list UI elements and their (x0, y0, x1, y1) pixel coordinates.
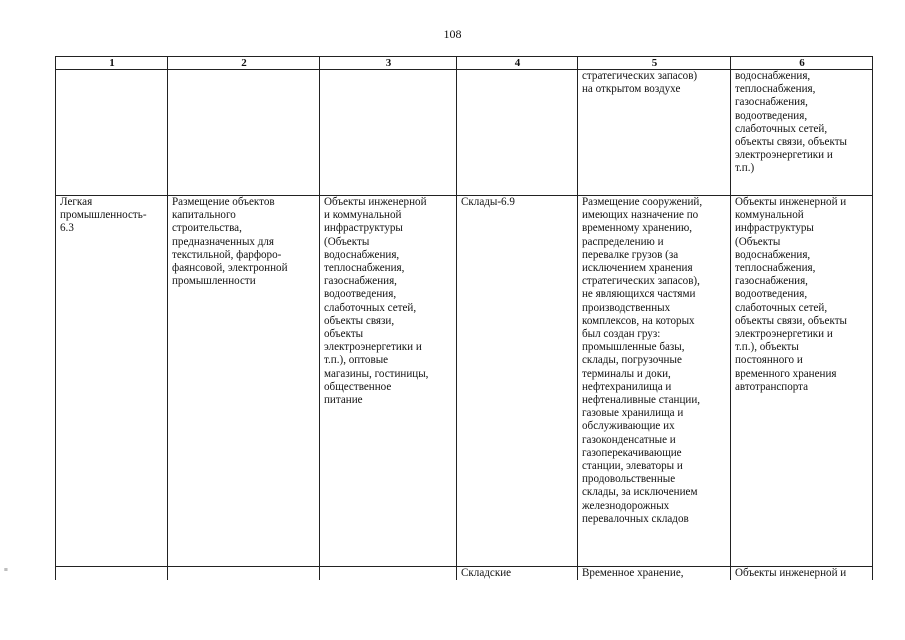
column-header: 3 (320, 57, 457, 70)
table-cell (56, 567, 168, 581)
table-cell (457, 70, 578, 196)
table-cell: Временное хранение, (578, 567, 731, 581)
table-cell: Легкая промышленность- 6.3 (56, 196, 168, 567)
page-number: 108 (443, 27, 462, 41)
table-cell (168, 70, 320, 196)
table-row (56, 196, 873, 567)
table-cell: Размещение сооружений, имеющих назначение по временному хранению, распределению и перевалке грузов (за исключением хранения стратегических запасов), не являющихся частями производственных комплексов, на которых был создан груз: промышленные базы, склады, погрузочные терминалы и доки, нефтехранилища и нефтеналивные станции, газовые хранилища и обслуживающие их газоконденсатные и газоперекачивающие станции, элеваторы и продовольственные склады, за исключением железнодорожных перевалочных складов (578, 196, 731, 567)
column-header: 2 (168, 57, 320, 70)
margin-mark: ≡ (4, 566, 8, 574)
column-header: 1 (56, 57, 168, 70)
table-row (56, 70, 873, 196)
column-header: 5 (578, 57, 731, 70)
column-header: 4 (457, 57, 578, 70)
regulations-table (55, 56, 873, 580)
table-cell: Объекты инженерной и коммунальной инфраструктуры (Объекты водоснабжения, теплоснабжения, газоснабжения, водоотведения, слаботочных сетей, объекты связи, объекты электроэнергетики и т.п.), оптовые магазины, гостиницы, общественное питание (320, 196, 457, 567)
table-cell: водоснабжения, теплоснабжения, газоснабжения, водоотведения, слаботочных сетей, объекты связи, объекты электроэнергетики и т.п.) (731, 70, 873, 196)
table-cell: стратегических запасов) на открытом воздухе (578, 70, 731, 196)
table-cell (320, 567, 457, 581)
table-cell: Объекты инженерной и коммунальной инфраструктуры (Объекты водоснабжения, теплоснабжения, газоснабжения, водоотведения, слаботочных сетей, объекты связи, объекты электроэнергетики и т.п.), объекты постоянного и временного хранения автотранспорта (731, 196, 873, 567)
table-cell: Объекты инженерной и (731, 567, 873, 581)
table-cell: Складские (457, 567, 578, 581)
table-cell (168, 567, 320, 581)
column-header: 6 (731, 57, 873, 70)
table-cell (320, 70, 457, 196)
table-cell: Склады-6.9 (457, 196, 578, 567)
header-row (56, 57, 873, 70)
table-cell: Размещение объектов капитального строительства, предназначенных для текстильной, фарфоро- фаянсовой, электронной промышленности (168, 196, 320, 567)
table-row (56, 567, 873, 581)
table-cell (56, 70, 168, 196)
